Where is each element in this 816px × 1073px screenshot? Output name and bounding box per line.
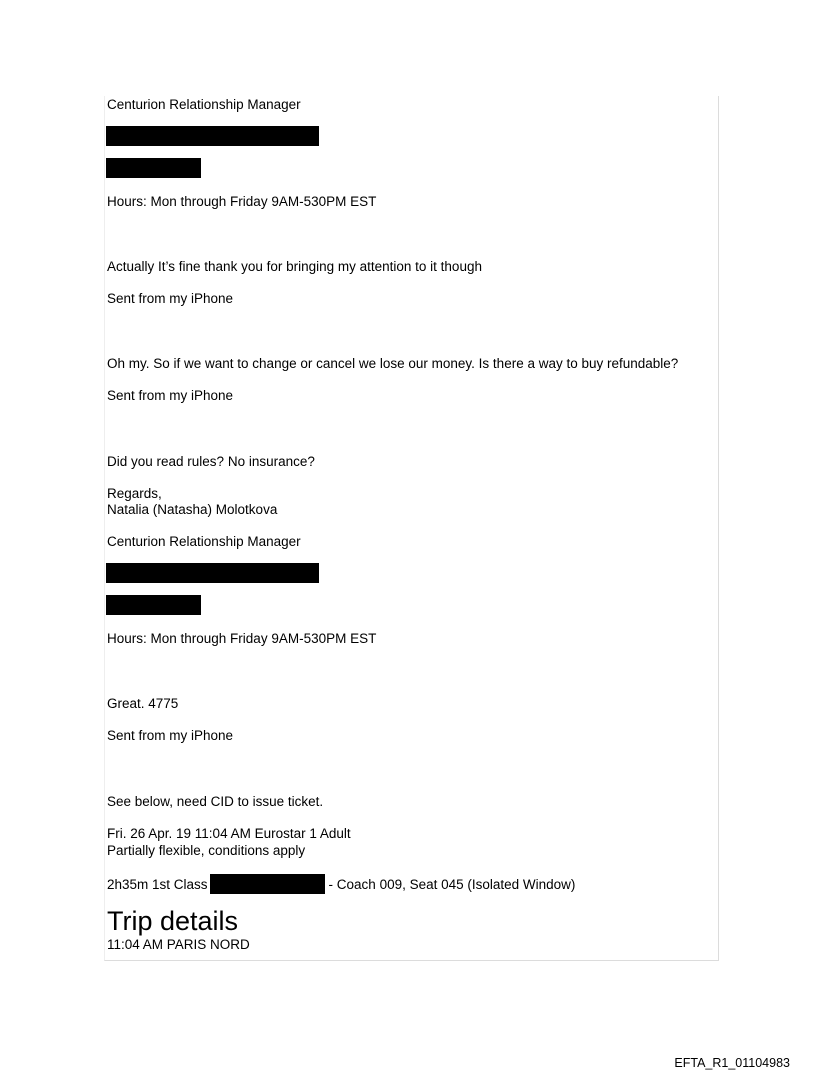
- redaction-bar: [106, 563, 319, 583]
- signature-title: Centurion Relationship Manager: [107, 97, 301, 112]
- signature-title: Centurion Relationship Manager: [107, 534, 301, 549]
- seat-info-line: [107, 874, 575, 894]
- message-text: Actually It’s fine thank you for bringing my attention to it though: [107, 259, 482, 274]
- sent-from-line: Sent from my iPhone: [107, 388, 234, 403]
- redaction-bar: [106, 158, 201, 178]
- document-id: EFTA_R1_01104983: [674, 1056, 790, 1070]
- redaction-bar: [106, 126, 319, 146]
- booking-conditions: Partially flexible, conditions apply: [107, 843, 306, 858]
- regards-line: Regards,: [107, 486, 162, 501]
- trip-details-heading: Trip details: [107, 906, 239, 936]
- sent-from-line: Sent from my iPhone: [107, 291, 234, 306]
- signature-hours: Hours: Mon through Friday 9AM-530PM EST: [107, 631, 377, 646]
- message-text: Great. 4775: [107, 696, 179, 711]
- booking-summary: Fri. 26 Apr. 19 11:04 AM Eurostar 1 Adult: [107, 826, 351, 841]
- redaction-bar: [106, 595, 201, 615]
- signature-name: Natalia (Natasha) Molotkova: [107, 502, 278, 517]
- sent-from-line: Sent from my iPhone: [107, 728, 234, 743]
- seat-coach-details: - Coach 009, Seat 045 (Isolated Window): [328, 877, 576, 892]
- signature-hours: Hours: Mon through Friday 9AM-530PM EST: [107, 194, 377, 209]
- trip-departure: 11:04 AM PARIS NORD: [107, 937, 250, 952]
- seat-duration-class: 2h35m 1st Class: [107, 877, 208, 892]
- message-text: See below, need CID to issue ticket.: [107, 794, 324, 809]
- redaction-bar: [210, 874, 325, 894]
- message-text: Oh my. So if we want to change or cancel we lose our money. Is there a way to buy refundable?: [107, 356, 679, 371]
- message-text: Did you read rules? No insurance?: [107, 454, 315, 469]
